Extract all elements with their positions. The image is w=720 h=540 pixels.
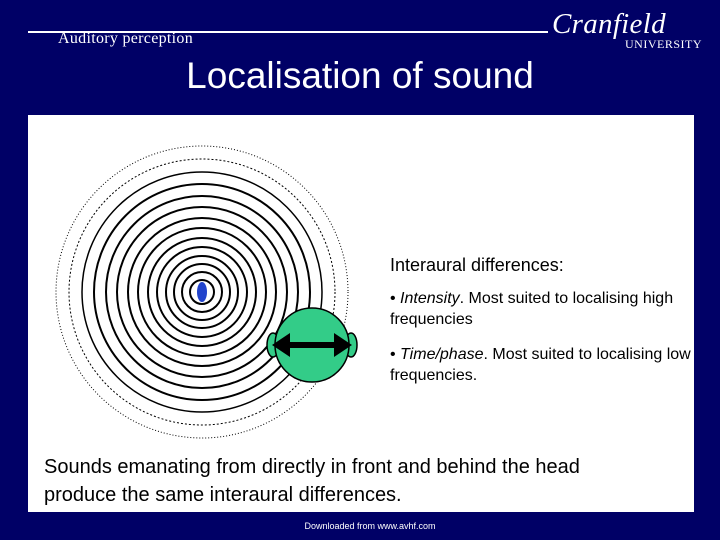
content-panel (28, 115, 694, 512)
university-logo (548, 6, 708, 50)
logo-subtext: UNIVERSITY (625, 37, 702, 51)
bullet-text: . Most suited to localising high frequencies (390, 290, 674, 328)
bullet-term: Intensity (400, 290, 460, 307)
logo-wordmark: Cranfield (552, 8, 666, 40)
bullet-time-phase: • Time/phase. Most suited to localising low frequencies. (390, 346, 691, 384)
slide-title (0, 55, 720, 97)
sound-source-icon (197, 282, 207, 302)
bullet-intensity: • Intensity. Most suited to localising high frequencies (390, 290, 674, 328)
slide-title-text: Localisation of sound (186, 55, 534, 96)
interaural-info (390, 255, 694, 400)
section-label: Auditory perception (58, 30, 193, 47)
info-heading: Interaural differences: (390, 255, 564, 275)
footer-credit: Downloaded from www.avhf.com (304, 521, 436, 531)
caption: Sounds emanating from directly in front and behind the head produce the same interaural differences. (44, 456, 580, 506)
bullet-term: Time/phase (400, 346, 484, 363)
bullet-text: . Most suited to localising low frequencies. (390, 346, 691, 384)
